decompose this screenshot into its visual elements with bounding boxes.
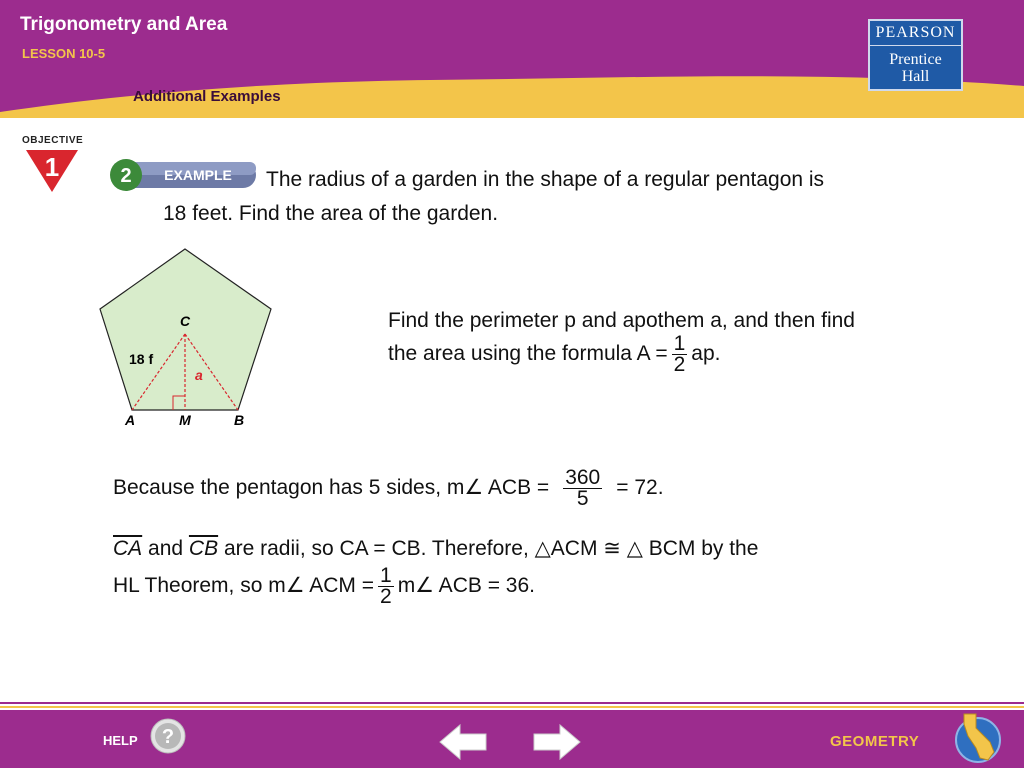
step1-formula-suffix: ap. xyxy=(691,342,721,366)
help-label: HELP xyxy=(103,733,138,748)
label-c: C xyxy=(179,313,191,329)
segment-cb: $\overline{CB}$ xyxy=(188,537,219,560)
objective-label: OBJECTIVE xyxy=(22,135,84,146)
label-radius: 18 f xyxy=(129,351,154,367)
page-title: Trigonometry and Area xyxy=(20,14,228,35)
forward-arrow-button[interactable] xyxy=(532,722,582,762)
section-subtitle: Additional Examples xyxy=(133,88,281,105)
lesson-label: LESSON 10-5 xyxy=(22,46,106,61)
footer-divider xyxy=(0,702,1024,704)
publisher-logo: PEARSON Prentice Hall xyxy=(868,19,963,91)
arrow-left-icon xyxy=(440,725,486,759)
pentagon-diagram xyxy=(95,246,280,436)
example-number: 2 xyxy=(120,165,132,187)
problem-line-2: 18 feet. Find the area of the garden. xyxy=(163,202,499,225)
objective-triangle-icon xyxy=(22,146,82,196)
label-m: M xyxy=(179,412,191,428)
label-apothem: a xyxy=(195,367,203,383)
step2-fraction: $\frac{360}{5}$ xyxy=(565,466,601,510)
header-banner xyxy=(0,0,1024,118)
help-button[interactable] xyxy=(150,718,186,754)
step1-fraction: $\frac{1}{2}$ xyxy=(673,332,686,376)
step1-line-2 xyxy=(388,334,721,375)
step3-text: are radii, so CA = CB. Therefore, △ACM ≅ △ BCM by the xyxy=(223,537,759,560)
step1-formula-prefix: the area using the formula A = xyxy=(388,342,668,366)
step3-fraction: $\frac{1}{2}$ xyxy=(380,564,392,608)
step3-line-2 xyxy=(113,566,535,607)
arrow-right-icon xyxy=(534,725,580,759)
step1-line-1: Find the perimeter p and apothem a, and then find xyxy=(388,309,855,332)
step2-line xyxy=(113,468,664,509)
problem-line-1: The radius of a garden in the shape of a regular pentagon is xyxy=(266,168,825,191)
step2-prefix: Because the pentagon has 5 sides, m∠ ACB = xyxy=(113,476,550,500)
example-badge xyxy=(110,158,258,192)
footer-divider-gold xyxy=(0,706,1024,708)
objective-marker xyxy=(22,135,88,201)
step3-suffix: m∠ ACB = 36. xyxy=(397,574,535,598)
california-map-icon xyxy=(952,712,1004,764)
subject-label: GEOMETRY xyxy=(830,733,920,750)
step3-line-1: $\overline{CA}$ and $\overline{CB}$ are radii, so CA = CB. Therefore, △ACM ≅ △ BCM by the xyxy=(113,537,759,560)
step2-suffix: = 72. xyxy=(616,476,664,500)
back-arrow-button[interactable] xyxy=(438,722,488,762)
label-a: A xyxy=(124,412,136,428)
segment-ca: $\overline{CA}$ xyxy=(113,537,143,560)
label-b: B xyxy=(233,412,245,428)
question-mark-icon: ? xyxy=(161,726,175,748)
step3-prefix: HL Theorem, so m∠ ACM = xyxy=(113,574,374,598)
objective-number: 1 xyxy=(44,152,60,182)
example-label: EXAMPLE xyxy=(164,167,232,183)
